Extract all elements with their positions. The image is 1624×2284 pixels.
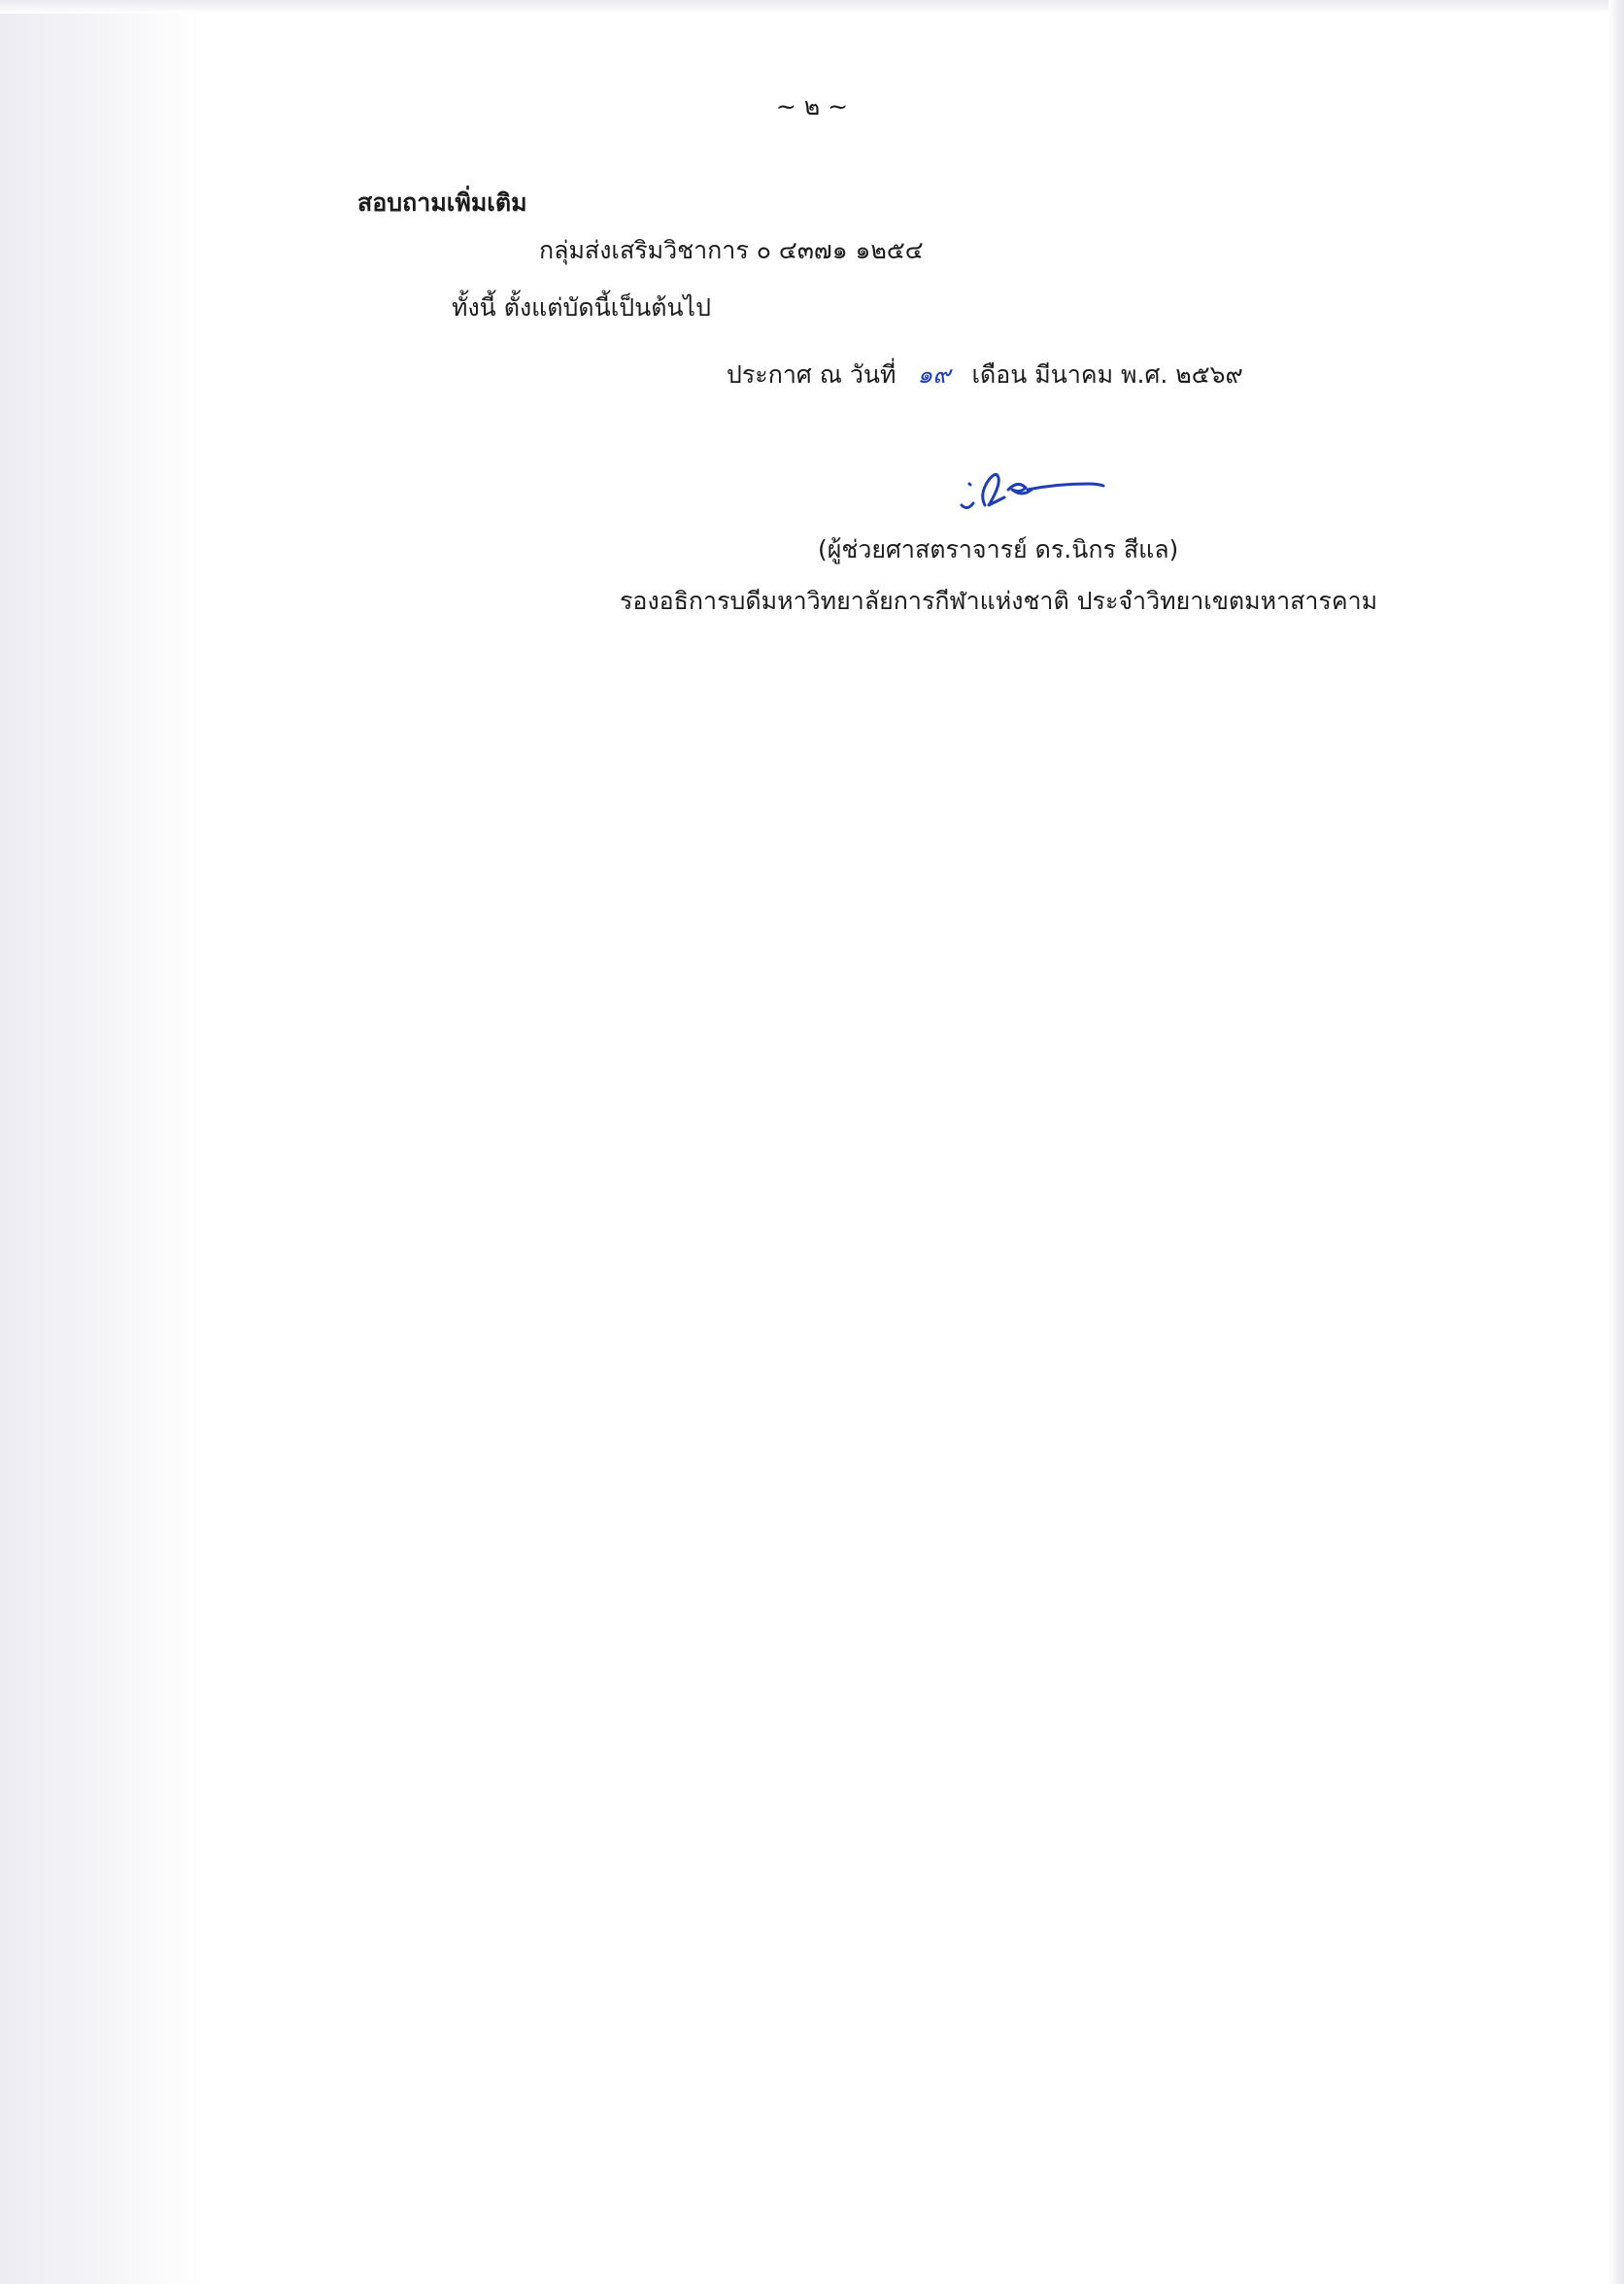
signature-stroke-tick bbox=[962, 503, 973, 508]
signer-position: รองอธิการบดีมหาวิทยาลัยการกีฬาแห่งชาติ ประจำวิทยาเขตมหาสารคาม bbox=[620, 587, 1378, 615]
scan-shading-left bbox=[0, 0, 204, 2284]
announcement-suffix: เดือน มีนาคม พ.ศ. ๒๕๖๙ bbox=[971, 360, 1243, 389]
effective-statement: ทั้งนี้ ตั้งแต่บัดนี้เป็นต้นไป bbox=[452, 293, 711, 322]
scan-shading-right bbox=[1608, 0, 1624, 2284]
handwritten-signature bbox=[948, 455, 1113, 525]
signature-stroke-dot bbox=[969, 484, 970, 485]
signature-stroke-tail bbox=[1028, 484, 1103, 490]
page-number: ~ ๒ ~ bbox=[775, 92, 849, 120]
contact-heading: สอบถามเพิ่มเติม bbox=[357, 188, 527, 217]
scan-shading-top bbox=[0, 0, 1624, 14]
announcement-prefix: ประกาศ ณ วันที่ bbox=[727, 360, 897, 389]
announcement-date bbox=[727, 359, 1243, 391]
contact-detail: กลุ่มส่งเสริมวิชาการ ๐ ๔๓๗๑ ๑๒๕๔ bbox=[539, 236, 924, 264]
signer-name: (ผู้ช่วยศาสตราจารย์ ดร.นิกร สีแล) bbox=[818, 535, 1179, 563]
handwritten-day: ๑๙ bbox=[917, 360, 951, 389]
signature-stroke-loop bbox=[983, 474, 1004, 505]
